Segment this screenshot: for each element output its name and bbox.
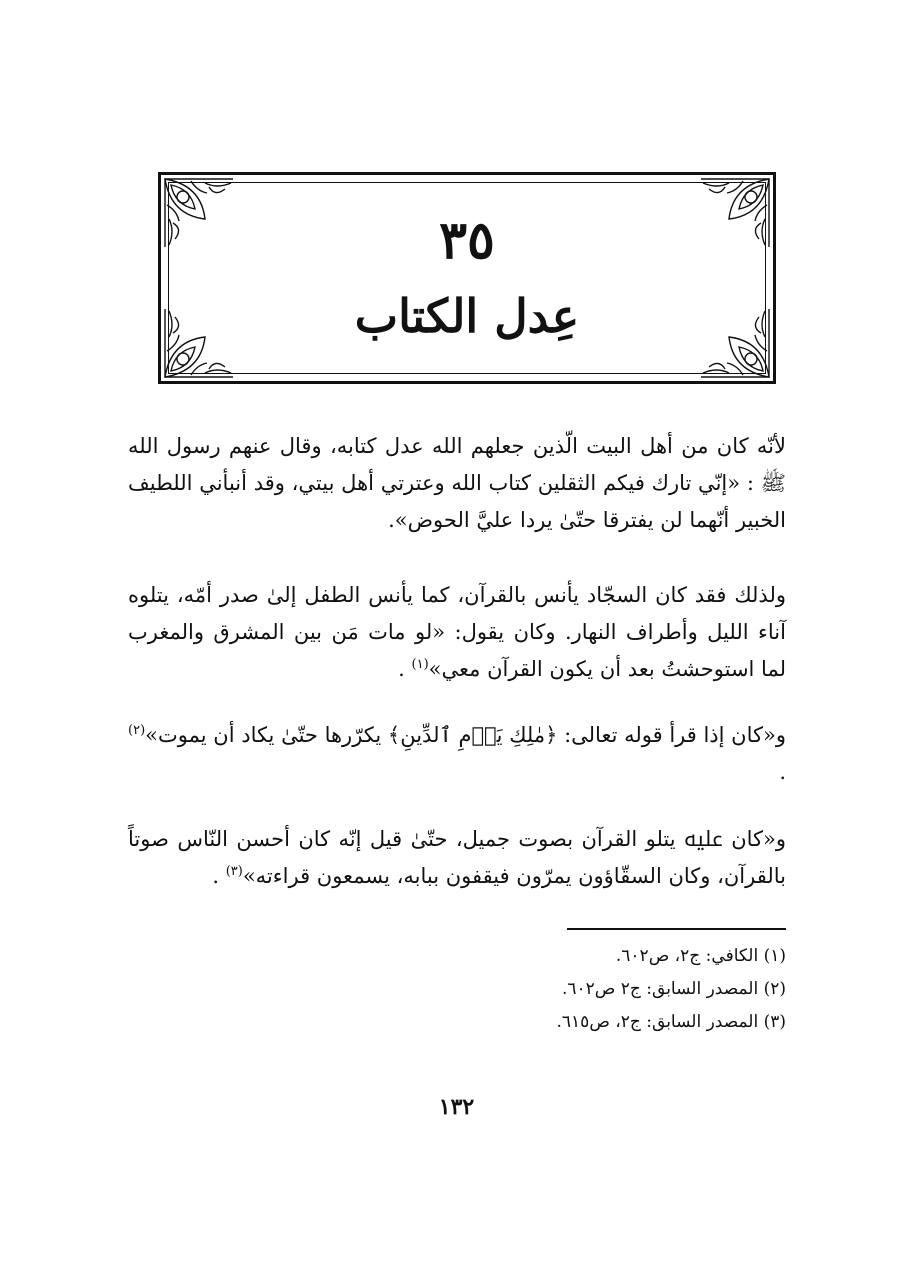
footnote-2: (٢) المصدر السابق: ج٢ ص٦٠٢. — [561, 979, 786, 999]
paragraph-tail: . — [398, 657, 405, 681]
paragraph — [128, 821, 786, 895]
paragraph-tail: . — [779, 760, 786, 784]
footnote-1: (١) الكافي: ج٢، ص٦٠٢. — [615, 946, 786, 966]
footnote-reference[interactable]: (١) — [411, 657, 429, 672]
paragraph — [128, 577, 786, 688]
paragraph-text: لأنّه كان من أهل البيت الّذين جعلهم الله عدل كتابه، وقال عنهم رسول الله ﷺ : «إنّي تارك فيكم الثقلين كتاب الله وعترتي أهل بيتي، وقد أنبأني اللطيف الخبير أنّهما لن يفترقا حتّىٰ يردا عليَّ الحوض». — [128, 434, 786, 532]
footnote-reference[interactable]: (٣) — [225, 864, 243, 879]
chapter-title: عِدل الكتاب — [354, 289, 580, 343]
paragraph — [128, 717, 786, 791]
chapter-number: ٣٥ — [439, 210, 495, 271]
paragraph-tail: . — [212, 864, 219, 888]
footnote-3: (٣) المصدر السابق: ج٢، ص٦١٥. — [556, 1012, 786, 1032]
paragraph-text: و«كان ﷷ يتلو القرآن بصوت جميل، حتّىٰ قيل إنّه كان أحسن النّاس صوتاً بالقرآن، وكان السقّاؤون يمرّون فيقفون ببابه، يسمعون قراءته» — [128, 827, 786, 888]
chapter-header-frame — [158, 172, 776, 384]
footnote-reference[interactable]: (٢) — [128, 723, 146, 738]
paragraph-text: و«كان إذا قرأ قوله تعالى: ﴿مٰلِكِ يَوۡمِ ٱلدِّينِ﴾ يكرّرها حتّىٰ يكاد أن يموت» — [145, 723, 786, 747]
paragraph-text: ولذلك فقد كان السجّاد يأنس بالقرآن، كما يأنس الطفل إلىٰ صدر أمّه، يتلوه آناء الليل وأطراف النهار. وكان يقول: «لو مات مَن بين المشرق والمغرب لما استوحشتُ بعد أن يكون القرآن معي» — [128, 583, 786, 681]
page-number: ١٣٢ — [438, 1094, 475, 1120]
paragraph — [128, 428, 786, 539]
footnotes — [400, 940, 786, 1039]
footnote-divider — [567, 928, 786, 930]
